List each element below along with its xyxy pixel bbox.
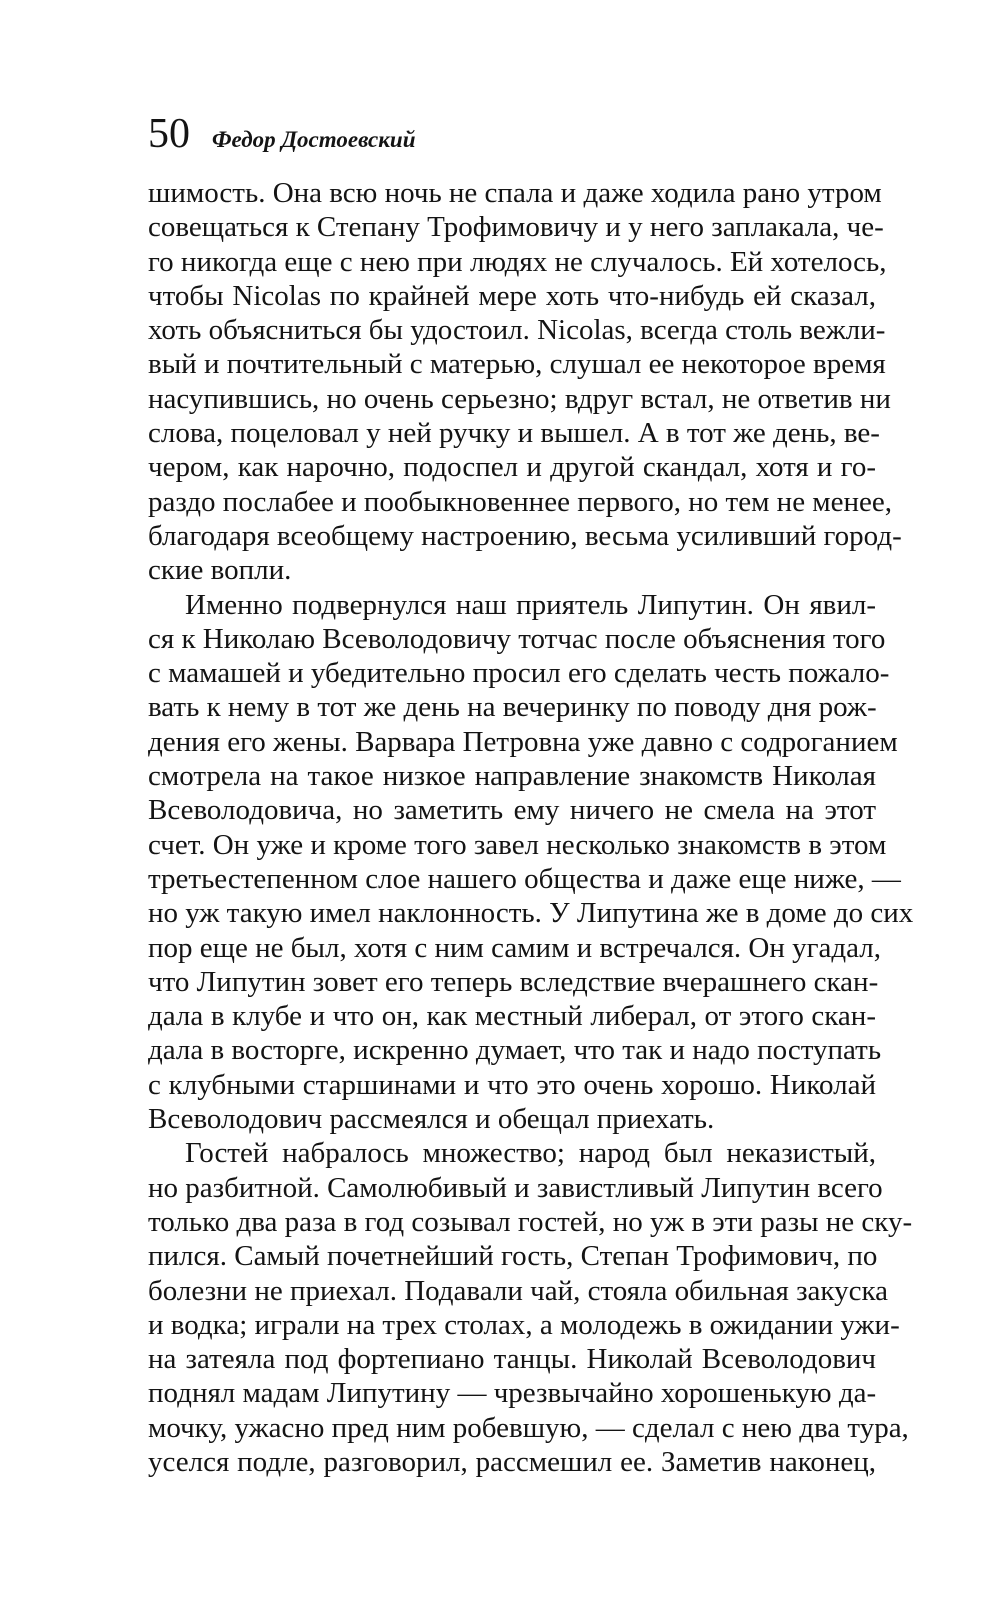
text-line: мочку, ужасно пред ним робевшую, — сделал с нею два тура, (148, 1411, 909, 1444)
text-line: болезни не приехал. Подавали чай, стояла обильная закуска (148, 1274, 888, 1307)
text-line: только два раза в год созывал гостей, но уж в эти разы не ску- (148, 1205, 913, 1238)
text-line: совещаться к Степану Трофимовичу и у него заплакала, че- (148, 211, 884, 244)
text-line: Всеволодовича, но заметить ему ничего не смела на этот (148, 794, 876, 827)
text-line: но разбитной. Самолюбивый и завистливый Липутин всего (148, 1171, 883, 1204)
text-line: насупившись, но очень серьезно; вдруг встал, не ответив ни (148, 382, 891, 415)
text-line: дала в восторге, искренно думает, что так и надо поступать (148, 1034, 882, 1067)
text-line: раздо послабее и пообыкновеннее первого, но тем не менее, (148, 485, 893, 518)
text-line: что Липутин зовет его теперь вследствие вчерашнего скан- (148, 965, 879, 998)
text-line: ся к Николаю Всеволодовичу тотчас после объяснения того (148, 622, 886, 655)
text-line: счет. Он уже и кроме того завел несколько знакомств в этом (148, 828, 887, 861)
paragraph (148, 176, 902, 588)
text-line: благодаря всеобщему настроению, весьма усиливший город- (148, 519, 902, 552)
body-text (148, 176, 914, 1479)
paragraph (148, 588, 914, 1137)
text-line: Всеволодович рассмеялся и обещал приехать. (148, 1103, 715, 1136)
text-line: слова, поцеловал у ней ручку и вышел. А в тот же день, ве- (148, 417, 880, 450)
text-line: Гостей набралось множество; народ был неказистый, (185, 1137, 876, 1170)
text-line: но уж такую имел наклонность. У Липутина же в доме до сих (148, 897, 914, 930)
text-line: Именно подвернулся наш приятель Липутин. Он явил- (185, 588, 876, 621)
text-line: с клубными старшинами и что это очень хорошо. Николай (148, 1068, 876, 1101)
text-line: уселся подле, разговорил, рассмешил ее. Заметив наконец, (148, 1445, 876, 1478)
text-line: с мамашей и убедительно просил его сделать честь пожало- (148, 657, 890, 690)
text-line: чером, как нарочно, подоспел и другой скандал, хотя и го- (148, 451, 876, 484)
paragraph (148, 1136, 913, 1479)
page-number: 50 (148, 111, 190, 157)
text-line: пился. Самый почетнейший гость, Степан Трофимович, по (148, 1240, 878, 1273)
text-line: третьестепенном слое нашего общества и даже еще ниже, — (148, 862, 901, 895)
running-head-author: Федор Достоевский (212, 127, 416, 152)
text-line: шимость. Она всю ночь не спала и даже ходила рано утром (148, 177, 882, 209)
text-line: смотрела на такое низкое направление знакомств Николая (148, 760, 876, 793)
text-line: дала в клубе и что он, как местный либерал, от этого скан- (148, 1000, 876, 1033)
text-line: пор еще не был, хотя с ним самим и встречался. Он угадал, (148, 931, 881, 964)
text-line: чтобы Nicolas по крайней мере хоть что-нибудь ей сказал, (148, 279, 876, 312)
text-line: поднял мадам Липутину — чрезвычайно хорошенькую да- (148, 1377, 877, 1410)
text-line: вать к нему в тот же день на вечеринку по поводу дня рож- (148, 691, 877, 724)
text-line: го никогда еще с нею при людях не случалось. Ей хотелось, (148, 245, 887, 278)
page-header (148, 110, 416, 158)
text-line: и водка; играли на трех столах, а молодежь в ожидании ужи- (148, 1308, 900, 1341)
text-line: дения его жены. Варвара Петровна уже давно с содроганием (148, 725, 898, 758)
text-line: ские вопли. (148, 554, 292, 587)
text-line: на затеяла под фортепиано танцы. Николай Всеволодович (148, 1343, 876, 1376)
text-line: хоть объясниться бы удостоил. Nicolas, всегда столь вежли- (148, 314, 886, 347)
text-line: вый и почтительный с матерью, слушал ее некоторое время (148, 348, 886, 381)
